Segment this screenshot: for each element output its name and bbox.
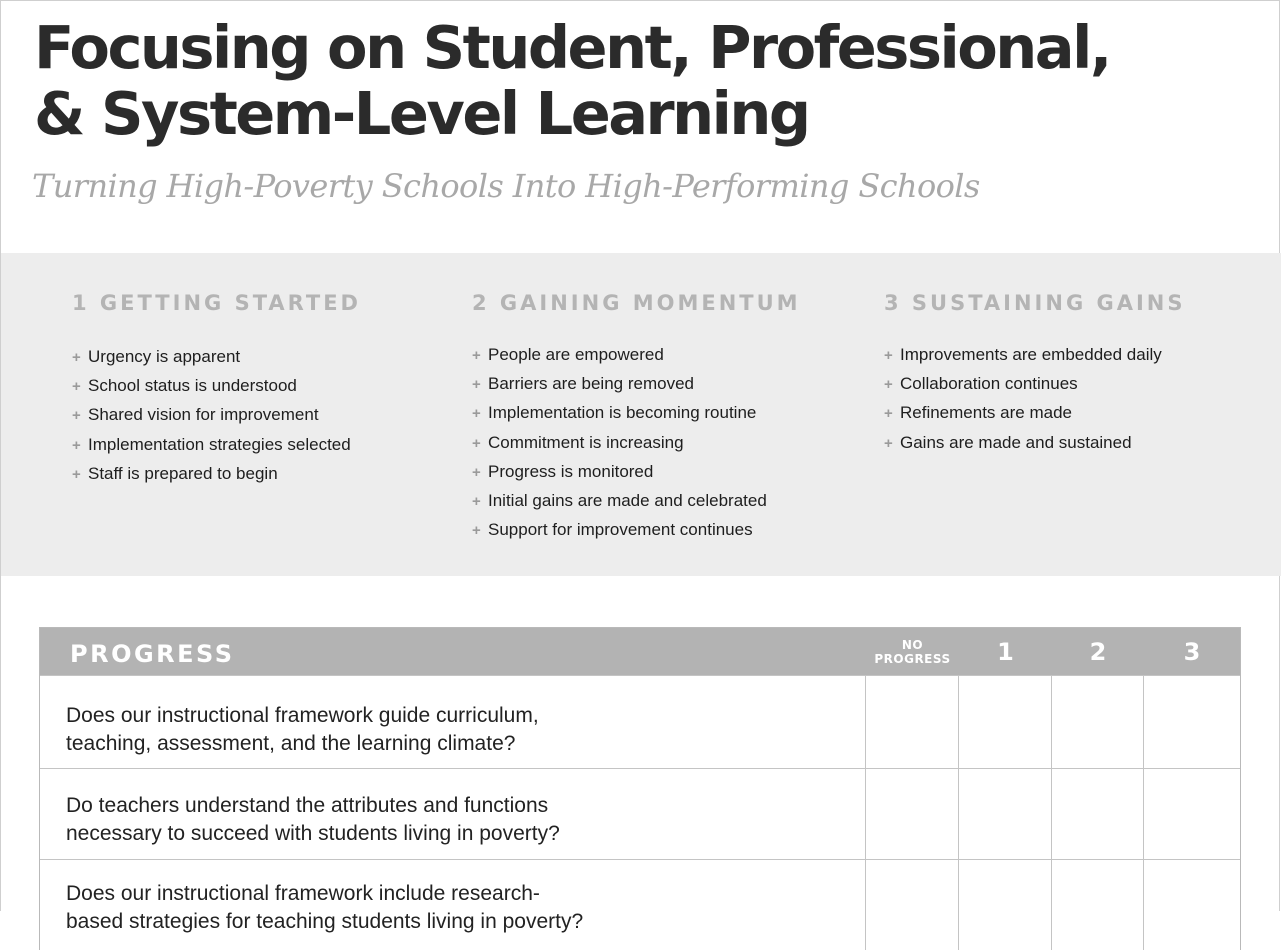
table-row bbox=[40, 675, 1240, 768]
question-cell bbox=[40, 860, 866, 950]
page-title-line-1: Focusing on Student, Professional, bbox=[34, 13, 1110, 82]
question-cell bbox=[40, 769, 866, 859]
stage-item-text: Shared vision for improvement bbox=[88, 405, 319, 425]
stage-item-text: Support for improvement continues bbox=[488, 520, 753, 540]
stage-item bbox=[72, 401, 361, 430]
column-no-progress-line-1: NO bbox=[901, 637, 924, 652]
plus-icon: + bbox=[472, 434, 481, 452]
rating-cell-stage-2[interactable] bbox=[1052, 676, 1144, 768]
plus-icon: + bbox=[884, 405, 893, 423]
plus-icon: + bbox=[884, 347, 893, 364]
stage-item-text: People are empowered bbox=[488, 345, 664, 364]
column-stage-3: 3 bbox=[1183, 637, 1201, 666]
stages-band bbox=[1, 253, 1281, 576]
plus-icon: + bbox=[472, 347, 481, 364]
question-text-line-1: Does our instructional framework include research- bbox=[66, 882, 540, 905]
plus-icon: + bbox=[72, 436, 81, 454]
stage-item-text: Refinements are made bbox=[900, 403, 1072, 423]
rating-cell-no-progress[interactable] bbox=[866, 769, 959, 859]
stage-item-list bbox=[472, 341, 801, 545]
question-text-line-1: Does our instructional framework guide curriculum, bbox=[66, 704, 539, 727]
stage-item bbox=[72, 372, 361, 401]
table-row bbox=[40, 859, 1240, 950]
rating-cell-stage-2[interactable] bbox=[1052, 769, 1144, 859]
rating-cell-stage-2[interactable] bbox=[1052, 860, 1144, 950]
column-stage-1: 1 bbox=[997, 637, 1014, 666]
plus-icon: + bbox=[472, 405, 481, 423]
plus-icon: + bbox=[472, 522, 481, 540]
stage-item-text: Gains are made and sustained bbox=[900, 432, 1132, 452]
stage-item-text: Barriers are being removed bbox=[488, 374, 694, 394]
plus-icon: + bbox=[472, 376, 481, 394]
stage-item bbox=[884, 341, 1186, 370]
plus-icon: + bbox=[72, 465, 81, 483]
table-row bbox=[40, 768, 1240, 859]
question-cell bbox=[40, 676, 866, 768]
question-text-line-2: based strategies for teaching students living in poverty? bbox=[66, 910, 584, 933]
rating-cell-stage-1[interactable] bbox=[959, 860, 1052, 950]
stage-item-list bbox=[72, 343, 361, 489]
page-title-line-2: & System-Level Learning bbox=[34, 79, 809, 148]
stage-item bbox=[472, 341, 801, 370]
rating-cell-no-progress[interactable] bbox=[866, 860, 959, 950]
stage-heading: 2 GAINING MOMENTUM bbox=[472, 291, 801, 315]
stage-item bbox=[884, 399, 1186, 428]
stage-item-text: Progress is monitored bbox=[488, 461, 654, 481]
progress-table bbox=[39, 627, 1241, 950]
stage-item-text: Initial gains are made and celebrated bbox=[488, 491, 767, 511]
rating-cell-stage-1[interactable] bbox=[959, 676, 1052, 768]
stage-item bbox=[884, 370, 1186, 399]
column-no-progress-line-2: PROGRESS bbox=[874, 651, 951, 666]
plus-icon: + bbox=[472, 493, 481, 511]
stage-item-text: Improvements are embedded daily bbox=[900, 345, 1162, 364]
plus-icon: + bbox=[72, 349, 81, 366]
column-no-progress bbox=[866, 628, 959, 675]
stage-heading: 3 SUSTAINING GAINS bbox=[884, 291, 1186, 315]
page-subtitle: Turning High-Poverty Schools Into High-Performing Schools bbox=[32, 167, 980, 205]
rating-cell-stage-3[interactable] bbox=[1144, 769, 1240, 859]
stage-item bbox=[72, 460, 361, 489]
stage-gaining-momentum bbox=[472, 291, 801, 545]
plus-icon: + bbox=[884, 434, 893, 452]
stage-item bbox=[884, 429, 1186, 458]
column-stage-2: 2 bbox=[1089, 637, 1107, 666]
rating-cell-no-progress[interactable] bbox=[866, 676, 959, 768]
stage-item bbox=[472, 516, 801, 545]
stage-item bbox=[72, 431, 361, 460]
stage-item-text: Urgency is apparent bbox=[88, 347, 241, 366]
stage-item-text: Implementation is becoming routine bbox=[488, 403, 757, 423]
stage-item-text: School status is understood bbox=[88, 376, 297, 396]
question-text-line-2: necessary to succeed with students living in poverty? bbox=[66, 822, 560, 845]
progress-header-label: PROGRESS bbox=[70, 640, 235, 668]
stage-item bbox=[472, 399, 801, 428]
rating-cell-stage-3[interactable] bbox=[1144, 860, 1240, 950]
stage-item bbox=[72, 343, 361, 372]
rating-cell-stage-3[interactable] bbox=[1144, 676, 1240, 768]
stage-item bbox=[472, 487, 801, 516]
plus-icon: + bbox=[884, 376, 893, 394]
stage-item-text: Implementation strategies selected bbox=[88, 434, 351, 454]
plus-icon: + bbox=[72, 378, 81, 396]
question-text-line-1: Do teachers understand the attributes and functions bbox=[66, 794, 549, 817]
rating-cell-stage-1[interactable] bbox=[959, 769, 1052, 859]
progress-table-header bbox=[40, 628, 1240, 675]
stage-item-list bbox=[884, 341, 1186, 458]
stage-item bbox=[472, 429, 801, 458]
stage-item-text: Collaboration continues bbox=[900, 374, 1078, 394]
page-title bbox=[34, 15, 1110, 147]
stage-item-text: Commitment is increasing bbox=[488, 432, 684, 452]
stage-heading: 1 GETTING STARTED bbox=[72, 291, 361, 315]
stage-item-text: Staff is prepared to begin bbox=[88, 463, 278, 483]
stage-getting-started bbox=[72, 291, 361, 489]
stage-item bbox=[472, 370, 801, 399]
stage-sustaining-gains bbox=[884, 291, 1186, 458]
question-text-line-2: teaching, assessment, and the learning climate? bbox=[66, 732, 516, 755]
stage-item bbox=[472, 458, 801, 487]
plus-icon: + bbox=[72, 407, 81, 425]
plus-icon: + bbox=[472, 463, 481, 481]
